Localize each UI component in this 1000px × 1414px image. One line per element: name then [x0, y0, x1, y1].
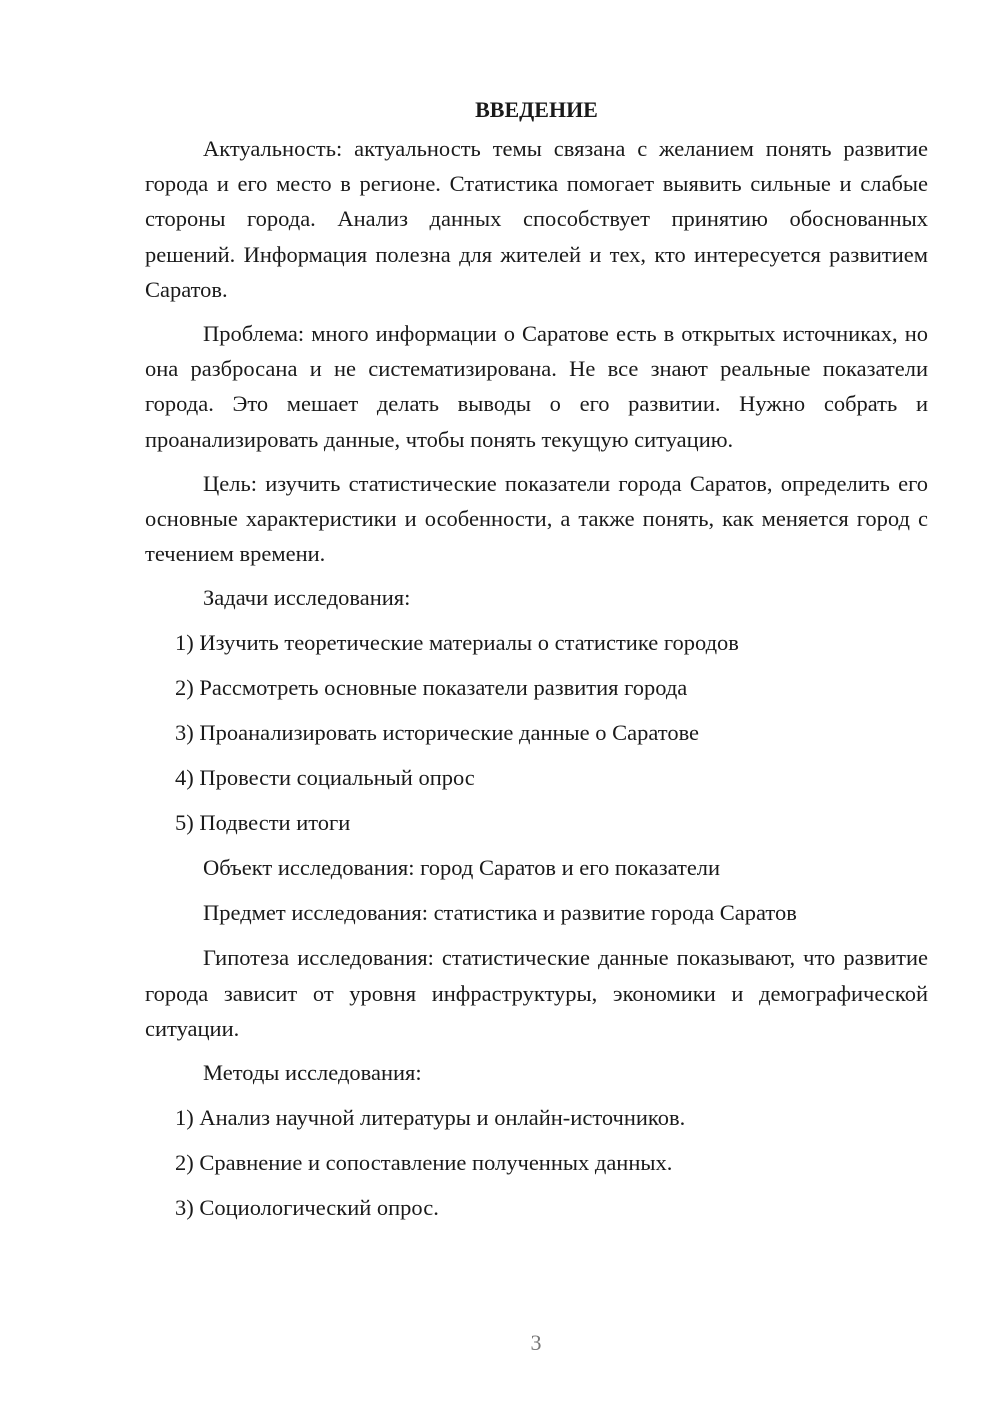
task-item: 4) Провести социальный опрос [175, 765, 475, 791]
task-item: 2) Рассмотреть основные показатели развития города [175, 675, 688, 701]
hypothesis-paragraph: Гипотеза исследования: статистические данные показывают, что развитие города зависит от уровня инфраструктуры, экономики и демографической ситуации. [145, 945, 928, 1041]
method-item: 3) Социологический опрос. [175, 1195, 439, 1221]
method-item: 1) Анализ научной литературы и онлайн-источников. [175, 1105, 686, 1131]
task-item: 3) Проанализировать исторические данные о Саратове [175, 720, 700, 746]
methods-heading: Методы исследования: [203, 1060, 422, 1086]
document-page [145, 92, 928, 1235]
goal-paragraph: Цель: изучить статистические показатели города Саратов, определить его основные характеристики и особенности, а также понять, как меняется город с течением времени. [145, 470, 928, 567]
page-title: ВВЕДЕНИЕ [475, 97, 598, 122]
task-item: 5) Подвести итоги [175, 810, 351, 836]
method-item: 2) Сравнение и сопоставление полученных данных. [175, 1150, 673, 1176]
page-number: 3 [530, 1330, 542, 1355]
research-subject: Предмет исследования: статистика и развитие города Саратов [203, 900, 797, 926]
relevance-paragraph: Актуальность: актуальность темы связана с желанием понять развитие города и его место в регионе. Статистика помогает выявить сильные и слабые стороны города. Анализ данных способствует принятию обоснованных решений. Информация полезна для жителей и тех, кто интересуется развитием Саратов. [145, 136, 928, 302]
problem-paragraph: Проблема: много информации о Саратове есть в открытых источниках, но она разбросана и не систематизирована. Не все знают реальные показатели города. Это мешает делать выводы о его развитии. Нужно собрать и проанализировать данные, чтобы понять текущую ситуацию. [145, 321, 928, 452]
research-object: Объект исследования: город Саратов и его показатели [203, 855, 721, 881]
task-item: 1) Изучить теоретические материалы о статистике городов [175, 630, 739, 656]
tasks-heading: Задачи исследования: [203, 585, 411, 611]
